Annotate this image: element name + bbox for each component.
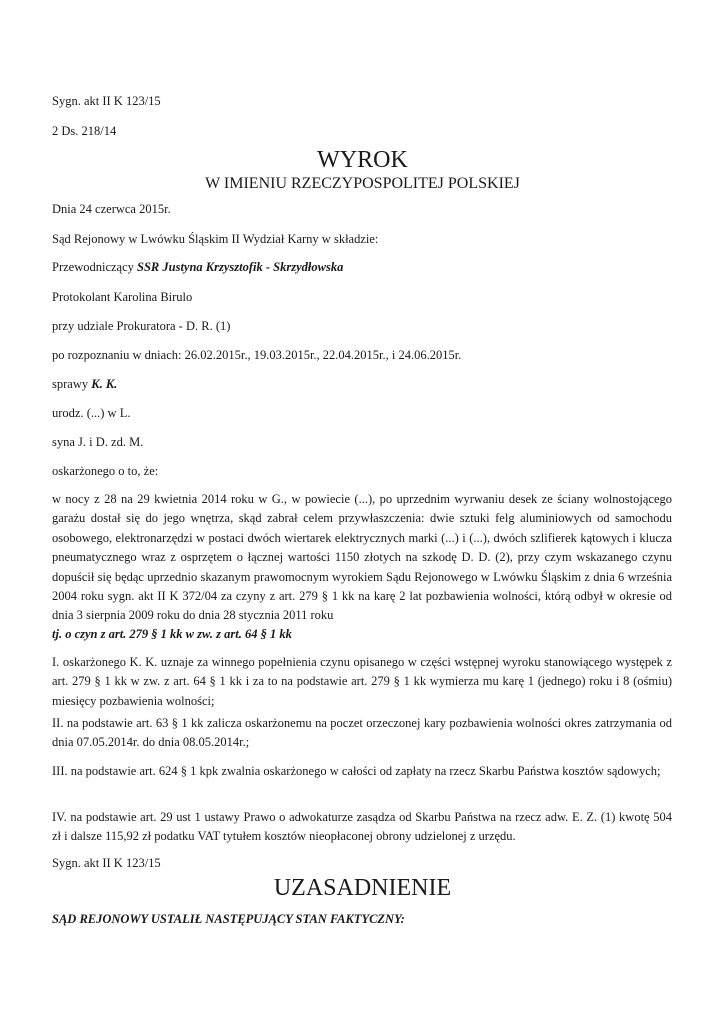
presiding-label: Przewodniczący	[52, 260, 138, 274]
case-number: Sygn. akt II K 123/15	[52, 94, 161, 108]
presiding-judge-name: SSR Justyna Krzysztofik - Skrzydłowska	[137, 260, 344, 274]
accused-of: oskarżonego o to, że:	[52, 464, 159, 478]
verdict-point-4: IV. na podstawie art. 29 ust 1 ustawy Prawo o adwokaturze zasądza od Skarbu Państwa na rzecz adw. E. Z. (1) kwotę 504 zł i dalsze 115,92 zł podatku VAT tytułem kosztów nieopłaconej obrony udzielonej z urzędu.	[52, 810, 672, 844]
presiding-judge-line	[52, 258, 343, 277]
verdict-point-1: I. oskarżonego K. K. uznaje za winnego popełnienia czynu opisanego w części wstępnej wyroku stanowiącego występek z art. 279 § 1 kk w zw. z art. 64 § 1 kk i za to na podstawie art. 279 § 1 kk wymierza mu karę 1 (jednego) roku i 8 (ośmiu) miesięcy pozbawienia wolności;	[52, 655, 672, 708]
charge-description: w nocy z 28 na 29 kwietnia 2014 roku w G., w powiecie (...), po uprzednim wyrwaniu desek ze ściany wolnostojącego garażu dostał się do jego wnętrza, skąd zabrał celem przywłaszczenia: dwie sztuki felg aluminiowych od samochodu osobowego, elektronarzędzi w postaci dwóch wiertarek elektrycznych marki (...) i (...), dwóch szlifierek kątowych i klucza pneumatycznego wraz z osprzętem o łącznej wartości 1150 złotych na szkodę D. D. (2), przy czym wskazanego czynu dopuścił się będąc uprzednio skazanym prawomocnym wyrokiem Sądu Rejonowego w Lwówku Śląskim z dnia 6 września 2004 roku sygn. akt II K 372/04 za czyny z art. 279 § 1 kk na karę 2 lat pozbawienia wolności, którą odbył w okresie od dnia 3 sierpnia 2009 roku do dnia 28 stycznia 2011 roku	[52, 492, 672, 623]
case-of-line	[52, 375, 117, 394]
court-composition: Sąd Rejonowy w Lwówku Śląskim II Wydział Karny w składzie:	[52, 232, 379, 246]
verdict-point-2: II. na podstawie art. 63 § 1 kk zalicza oskarżonemu na poczet orzeczonej kary pozbawienia wolności okres zatrzymania od dnia 07.05.2014r. do dnia 08.05.2014r.;	[52, 716, 672, 750]
document-title: WYROK	[317, 147, 408, 173]
justification-heading: SĄD REJONOWY USTALIŁ NASTĘPUJĄCY STAN FAKTYCZNY:	[52, 912, 405, 926]
judgment-date: Dnia 24 czerwca 2015r.	[52, 202, 171, 216]
defendant-parents: syna J. i D. zd. M.	[52, 435, 144, 449]
defendant-name: K. K.	[91, 377, 118, 391]
case-label: sprawy	[52, 377, 92, 391]
legal-qualification: tj. o czyn z art. 279 § 1 kk w zw. z art. 64 § 1 kk	[52, 627, 292, 641]
document-subtitle: W IMIENIU RZECZYPOSPOLITEJ POLSKIEJ	[205, 175, 520, 192]
verdict-point-3: III. na podstawie art. 624 § 1 kpk zwalnia oskarżonego w całości od zapłaty na rzecz Skarbu Państwa kosztów sądowych;	[52, 764, 661, 778]
prosecutor: przy udziale Prokuratora - D. R. (1)	[52, 319, 231, 333]
hearing-dates: po rozpoznaniu w dniach: 26.02.2015r., 19.03.2015r., 22.04.2015r., i 24.06.2015r.	[52, 348, 462, 362]
prosecution-number: 2 Ds. 218/14	[52, 124, 117, 138]
justification-title: UZASADNIENIE	[273, 875, 452, 901]
clerk: Protokolant Karolina Birulo	[52, 290, 193, 304]
justification-case-number: Sygn. akt II K 123/15	[52, 856, 161, 870]
defendant-birth: urodz. (...) w L.	[52, 406, 131, 420]
